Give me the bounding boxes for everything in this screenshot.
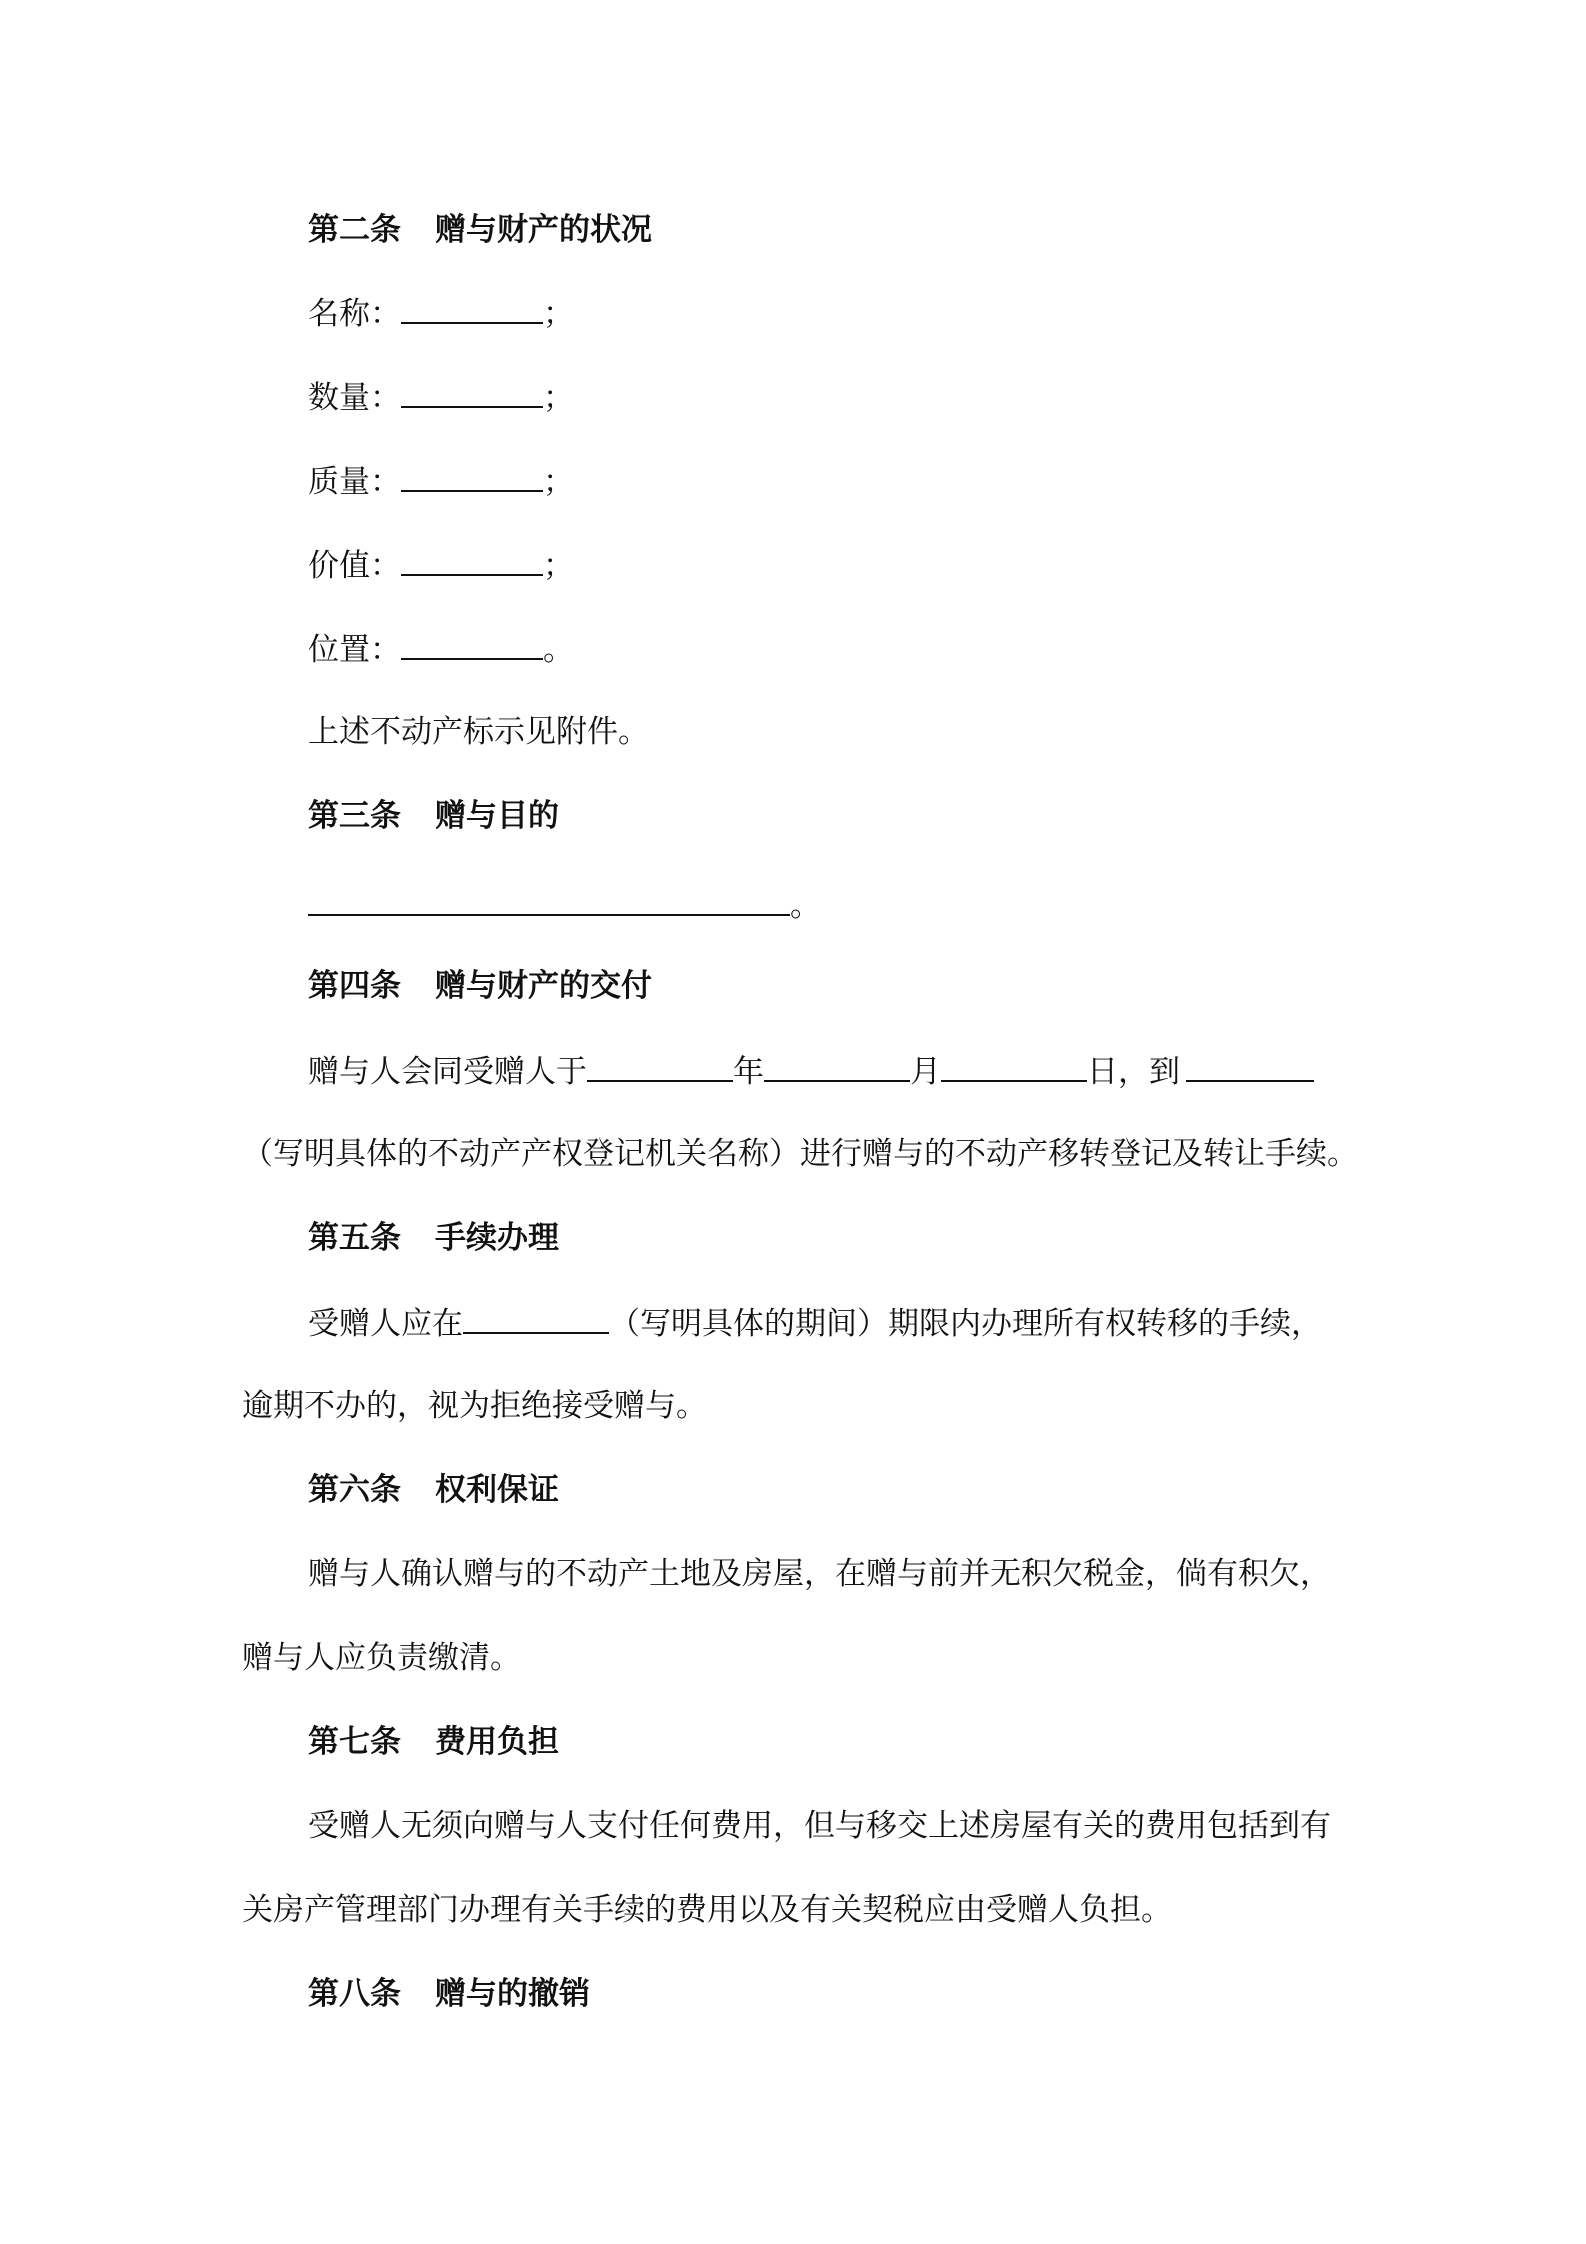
field-quality-row — [308, 460, 574, 502]
field-end: ； — [543, 380, 574, 416]
field-label: 价值： — [308, 548, 401, 584]
field-label: 名称： — [308, 296, 401, 332]
period-blank[interactable] — [463, 1302, 609, 1334]
quantity-blank[interactable] — [401, 376, 543, 408]
article-2-title: 赠与财产的状况 — [435, 212, 652, 248]
quality-blank[interactable] — [401, 460, 543, 492]
warranty-text-1: 赠与人确认赠与的不动产土地及房屋，在赠与前并无积欠税金，倘有积欠， — [308, 1556, 1331, 1592]
field-end: ； — [543, 548, 574, 584]
field-end: 。 — [543, 632, 574, 668]
purpose-blank[interactable] — [308, 884, 790, 916]
article-8-heading — [308, 1974, 590, 2014]
year-blank[interactable] — [587, 1050, 733, 1082]
purpose-end: 。 — [790, 888, 821, 924]
procedure-row — [308, 1302, 1322, 1344]
year-label: 年 — [733, 1054, 764, 1090]
field-name-row — [308, 292, 574, 334]
purpose-row — [308, 884, 821, 926]
delivery-registry-text: （写明具体的不动产产权登记机关名称）进行赠与的不动产移转登记及转让手续。 — [242, 1136, 1358, 1172]
article-6-heading — [308, 1470, 559, 1510]
article-3-number: 第三条 — [308, 798, 401, 834]
article-5-heading — [308, 1218, 559, 1258]
article-2-heading — [308, 210, 652, 250]
article-7-heading — [308, 1722, 559, 1762]
name-blank[interactable] — [401, 292, 543, 324]
month-blank[interactable] — [764, 1050, 910, 1082]
article-7-number: 第七条 — [308, 1724, 401, 1760]
field-quantity-row — [308, 376, 574, 418]
expense-text-1: 受赠人无须向赠与人支付任何费用，但与移交上述房屋有关的费用包括到有 — [308, 1808, 1331, 1844]
article-5-title: 手续办理 — [435, 1220, 559, 1256]
article-4-number: 第四条 — [308, 968, 401, 1004]
day-label: 日，到 — [1087, 1054, 1180, 1090]
procedure-text-b: （写明具体的期间）期限内办理所有权转移的手续， — [609, 1306, 1322, 1342]
value-blank[interactable] — [401, 544, 543, 576]
field-label: 数量： — [308, 380, 401, 416]
article-4-title: 赠与财产的交付 — [435, 968, 652, 1004]
article-8-number: 第八条 — [308, 1976, 401, 2012]
day-blank[interactable] — [941, 1050, 1087, 1082]
article-4-heading — [308, 966, 652, 1006]
delivery-date-row — [308, 1050, 1314, 1092]
field-label: 质量： — [308, 464, 401, 500]
field-value-row — [308, 544, 574, 586]
article-3-title: 赠与目的 — [435, 798, 559, 834]
article-3-heading — [308, 796, 559, 836]
field-label: 位置： — [308, 632, 401, 668]
article-2-number: 第二条 — [308, 212, 401, 248]
delivery-text: 赠与人会同受赠人于 — [308, 1054, 587, 1090]
field-end: ； — [543, 464, 574, 500]
procedure-text-2: 逾期不办的，视为拒绝接受赠与。 — [242, 1388, 707, 1424]
article-7-title: 费用负担 — [435, 1724, 559, 1760]
attachment-note: 上述不动产标示见附件。 — [308, 714, 649, 750]
article-6-number: 第六条 — [308, 1472, 401, 1508]
registry-blank[interactable] — [1186, 1050, 1314, 1082]
article-6-title: 权利保证 — [435, 1472, 559, 1508]
article-8-title: 赠与的撤销 — [435, 1976, 590, 2012]
procedure-text-a: 受赠人应在 — [308, 1306, 463, 1342]
month-label: 月 — [910, 1054, 941, 1090]
location-blank[interactable] — [401, 628, 543, 660]
expense-text-2: 关房产管理部门办理有关手续的费用以及有关契税应由受赠人负担。 — [242, 1892, 1172, 1928]
article-5-number: 第五条 — [308, 1220, 401, 1256]
field-location-row — [308, 628, 574, 670]
warranty-text-2: 赠与人应负责缴清。 — [242, 1640, 521, 1676]
field-end: ； — [543, 296, 574, 332]
